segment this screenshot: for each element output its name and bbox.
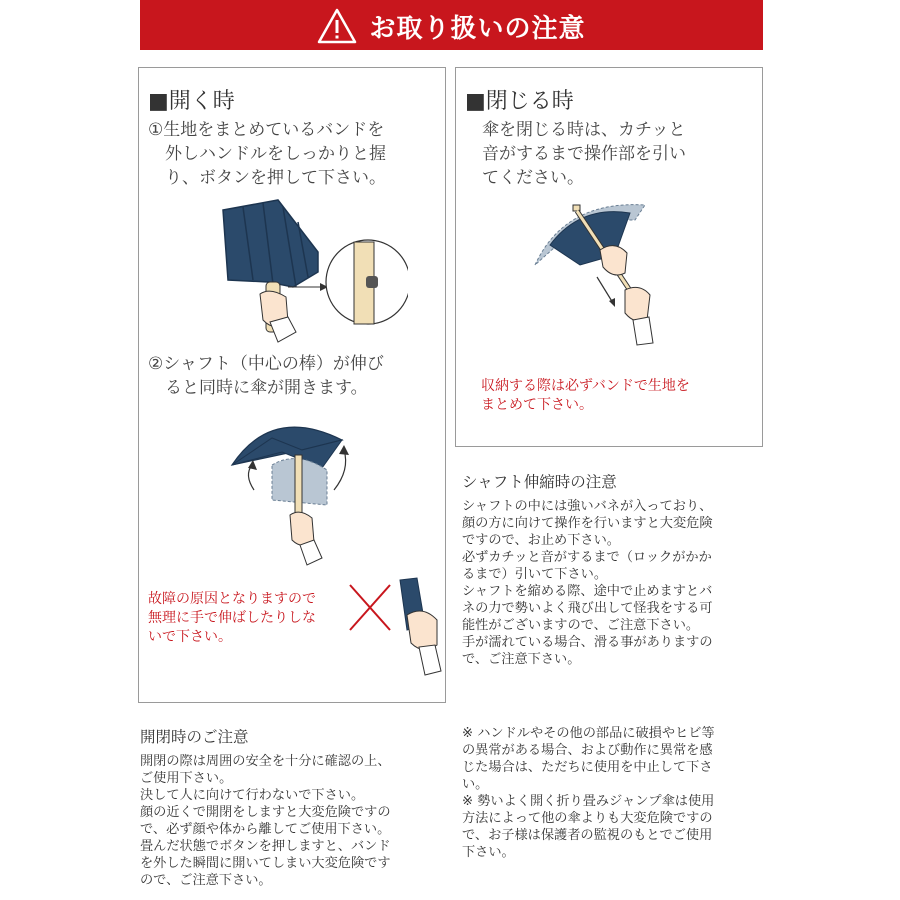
close-warning-text: 収納する際は必ずバンドで生地を まとめて下さい。 [481,378,690,413]
open-warning-text: 故障の原因となりますので 無理に手で伸ばしたりしな いで下さい。 [148,591,316,645]
header-bar [140,0,763,50]
open-section-title: ■開く時 [148,89,235,114]
shaft-note-title: シャフト伸縮時の注意 [462,473,617,491]
open-step2-text: ②シャフト（中心の棒）が伸び ると同時に傘が開きます。 [148,354,384,398]
illustration-umbrella-closing [525,195,685,355]
illustration-do-not-pull [345,575,445,685]
page-title: お取り扱いの注意 [369,13,586,44]
shaft-note-body: シャフトの中には強いバネが入っており、 顔の方に向けて操作を行いますと大変危険 ですので、お止め下さい。 必ずカチッと音がするまで（ロックがかか るまで）引いて下さい。 シャフトを縮める際、途中で止めますとバ ネの力で勢いよく飛び出して怪我をする可 能性がございますので、ご注意下さい。 手が濡れている場合、滑る事がありますの で、ご注意下さい。 [462,499,713,667]
open-close-note-title: 開閉時のご注意 [140,728,249,746]
warning-triangle-icon [317,8,357,44]
open-step1-text: ①生地をまとめているバンドを 外しハンドルをしっかりと握 り、ボタンを押して下さい。 [148,120,386,188]
open-close-note-body: 開閉の際は周囲の安全を十分に確認の上、 ご使用下さい。 決して人に向けて行わないで下さい。 顔の近くで開閉をしますと大変危険ですの で、必ず顔や体から離してご使用下さい。 畳んだ状態でボタンを押しますと、バンド を外した瞬間に開いてしまい大変危険です ので、ご注意下さい。 [140,754,391,888]
footer-note-body: ※ ハンドルやその他の部品に破損やヒビ等 の異常がある場合、および動作に異常を感 じた場合は、ただちに使用を中止して下さ い。 ※ 勢いよく開く折り畳みジャンプ傘は使用 方法によって他の傘よりも大変危険ですの で、お子様は保護者の監視のもとでご使用 下さい。 [462,726,715,860]
illustration-press-button [208,192,408,352]
close-section-title: ■閉じる時 [465,89,574,114]
illustration-umbrella-opening [222,410,372,570]
close-body-text: 傘を閉じる時は、カチッと 音がするまで操作部を引い てください。 [482,120,686,188]
